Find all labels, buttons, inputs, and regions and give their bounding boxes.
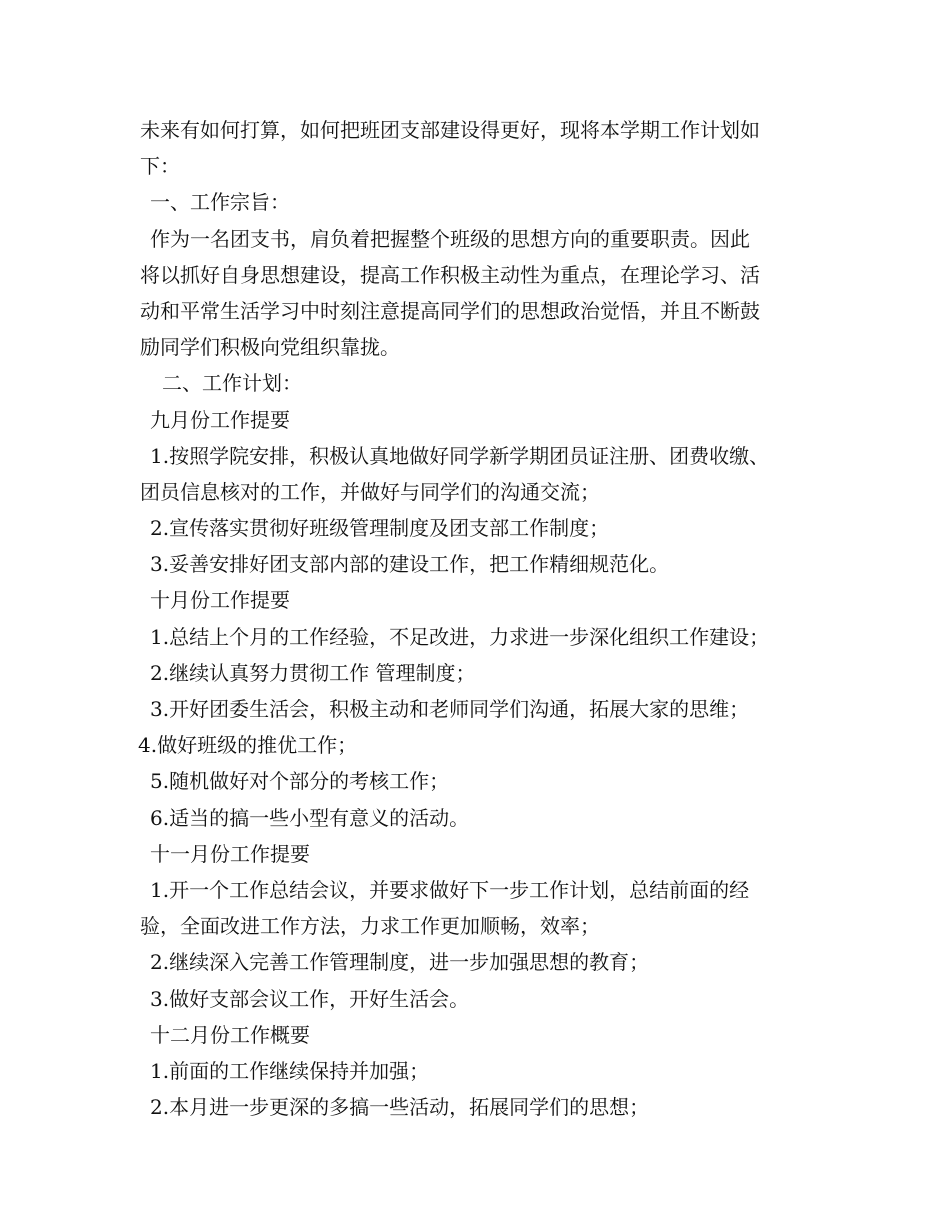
text-line: 作为一名团支书，肩负着把握整个班级的思想方向的重要职责。因此 — [150, 226, 750, 251]
list-item: 5.随机做好对个部分的考核工作； — [150, 769, 450, 794]
text-line: 励同学们积极向党组织靠拢。 — [140, 335, 400, 360]
text-line: 将以抓好自身思想建设，提高工作积极主动性为重点，在理论学习、活 — [140, 262, 760, 287]
text-line: 验，全面改进工作方法，力求工作更加顺畅，效率； — [140, 914, 600, 939]
list-item: 3.开好团委生活会，积极主动和老师同学们沟通，拓展大家的思维； — [150, 697, 750, 721]
text-line: 动和平常生活学习中时刻注意提高同学们的思想政治觉悟，并且不断鼓 — [140, 298, 760, 323]
list-item: 2.宣传落实贯彻好班级管理制度及团支部工作制度； — [150, 516, 610, 541]
list-item: 1.按照学院安排，积极认真地做好同学新学期团员证注册、团费收缴、 — [150, 443, 770, 468]
month-heading: 九月份工作提要 — [150, 407, 290, 432]
document-body — [140, 112, 830, 1125]
list-item: 3.做好支部会议工作，开好生活会。 — [150, 986, 470, 1011]
list-item: 1.开一个工作总结会议，并要求做好下一步工作计划，总结前面的经 — [150, 877, 750, 902]
month-heading: 十月份工作提要 — [150, 588, 290, 613]
list-item: 3.妥善安排好团支部内部的建设工作，把工作精细规范化。 — [150, 552, 670, 577]
month-heading: 十二月份工作概要 — [150, 1022, 310, 1047]
list-item: 2.本月进一步更深的多搞一些活动，拓展同学们的思想； — [150, 1095, 650, 1120]
list-item: 2.继续认真努力贯彻工作 管理制度； — [150, 660, 476, 685]
section-heading: 二、工作计划： — [162, 371, 302, 396]
text-line: 团员信息核对的工作，并做好与同学们的沟通交流； — [140, 479, 600, 504]
list-item: 4.做好班级的推优工作； — [138, 733, 358, 758]
text-line: 未来有如何打算，如何把班团支部建设得更好，现将本学期工作计划如 — [140, 118, 760, 142]
list-item: 6.适当的搞一些小型有意义的活动。 — [150, 805, 470, 830]
section-heading: 一、工作宗旨： — [150, 190, 290, 215]
text-line: 下： — [140, 154, 180, 179]
list-item: 1.前面的工作继续保持并加强； — [150, 1058, 430, 1083]
list-item: 1.总结上个月的工作经验，不足改进，力求进一步深化组织工作建设； — [150, 624, 770, 649]
list-item: 2.继续深入完善工作管理制度，进一步加强思想的教育； — [150, 950, 650, 975]
month-heading: 十一月份工作提要 — [150, 841, 310, 866]
